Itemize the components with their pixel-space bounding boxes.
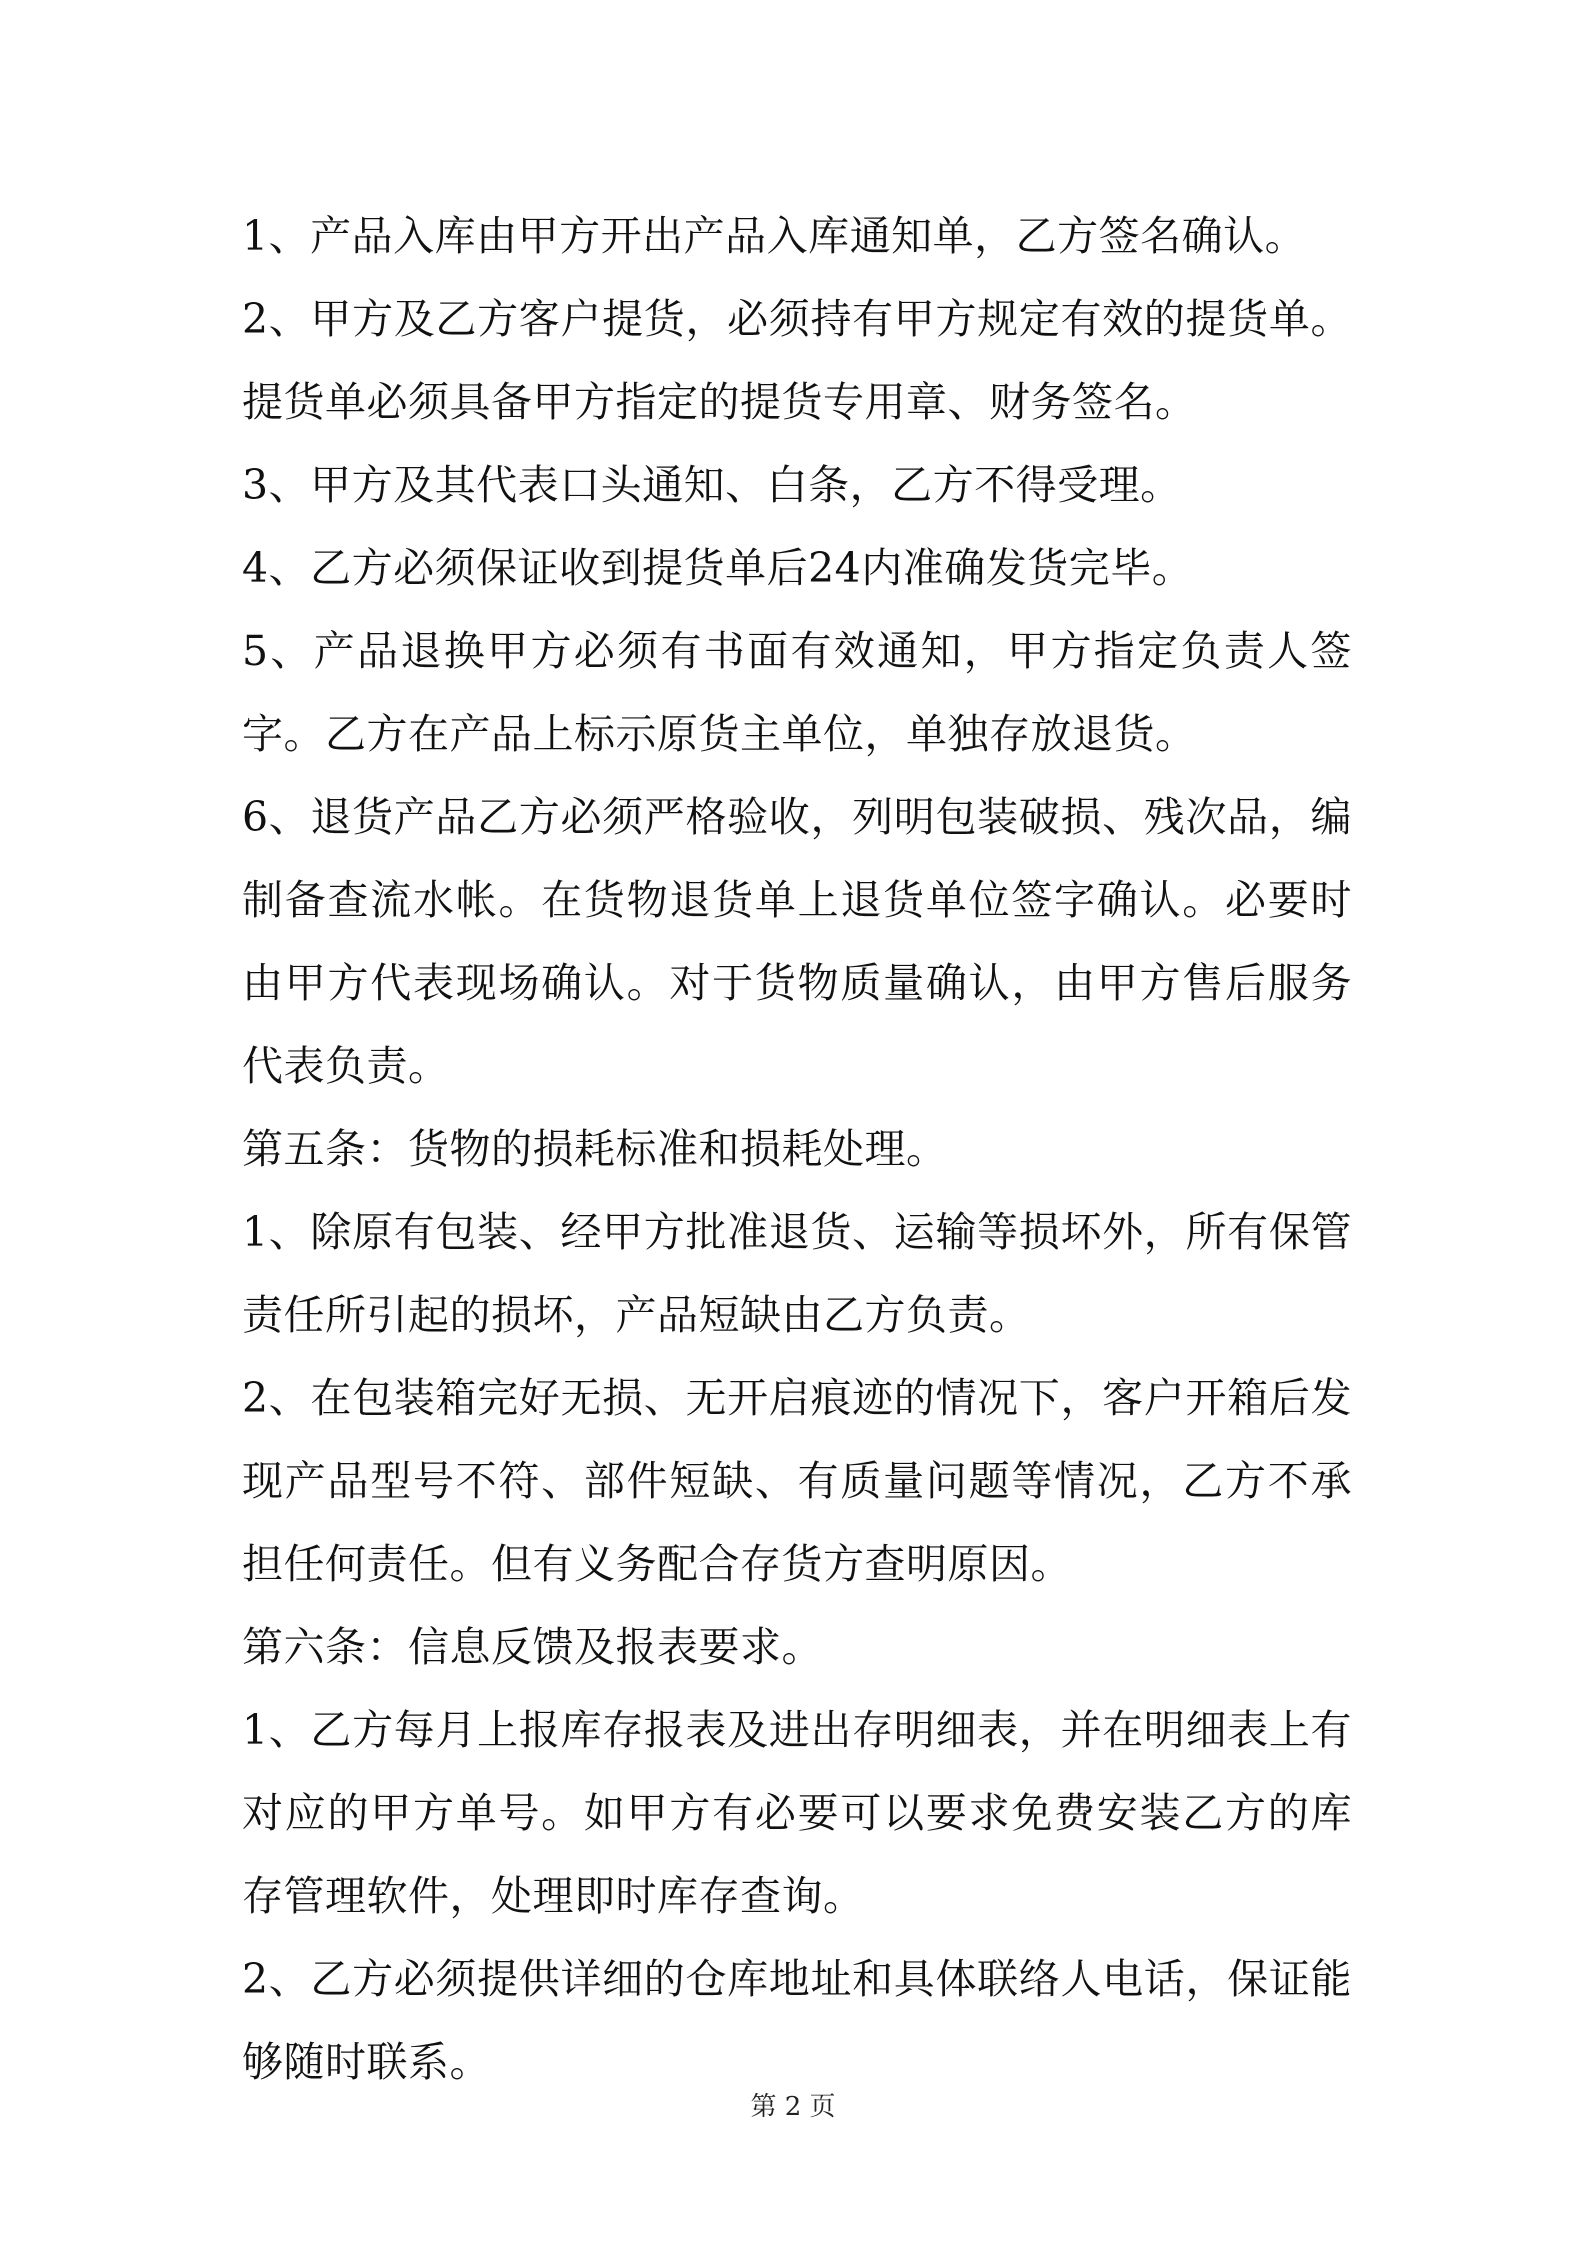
paragraph-item-2: 2、甲方及乙方客户提货，必须持有甲方规定有效的提货单。提货单必须具备甲方指定的提货专用章、财务签名。 (242, 295, 1352, 426)
section-heading-article-6: 第六条：信息反馈及报表要求。 (242, 1623, 823, 1671)
paragraph-article5-item-2: 2、在包装箱完好无损、无开启痕迹的情况下，客户开箱后发现产品型号不符、部件短缺、有质量问题等情况，乙方不承担任何责任。但有义务配合存货方查明原因。 (242, 1374, 1352, 1588)
section-heading-article-5: 第五条：货物的损耗标准和损耗处理。 (242, 1125, 948, 1173)
paragraph-item-5: 5、产品退换甲方必须有书面有效通知，甲方指定负责人签字。乙方在产品上标示原货主单位，单独存放退货。 (242, 627, 1352, 758)
paragraph-item-1: 1、产品入库由甲方开出产品入库通知单，乙方签名确认。 (242, 212, 1307, 260)
paragraph-item-3: 3、甲方及其代表口头通知、白条，乙方不得受理。 (242, 461, 1182, 509)
paragraph-item-4: 4、乙方必须保证收到提货单后24内准确发货完毕。 (242, 544, 1194, 592)
document-body (242, 195, 1352, 2104)
paragraph-item-6: 6、退货产品乙方必须严格验收，列明包装破损、残次品，编制备查流水帐。在货物退货单上退货单位签字确认。必要时由甲方代表现场确认。对于货物质量确认，由甲方售后服务代表负责。 (242, 793, 1352, 1090)
paragraph-article6-item-2: 2、乙方必须提供详细的仓库地址和具体联络人电话，保证能够随时联系。 (242, 1955, 1352, 2086)
paragraph-article5-item-1: 1、除原有包装、经甲方批准退货、运输等损坏外，所有保管责任所引起的损坏，产品短缺由乙方负责。 (242, 1208, 1352, 1339)
paragraph-article6-item-1: 1、乙方每月上报库存报表及进出存明细表，并在明细表上有对应的甲方单号。如甲方有必要可以要求免费安装乙方的库存管理软件，处理即时库存查询。 (242, 1706, 1352, 1920)
page-number: 第 2 页 (750, 2092, 836, 2122)
